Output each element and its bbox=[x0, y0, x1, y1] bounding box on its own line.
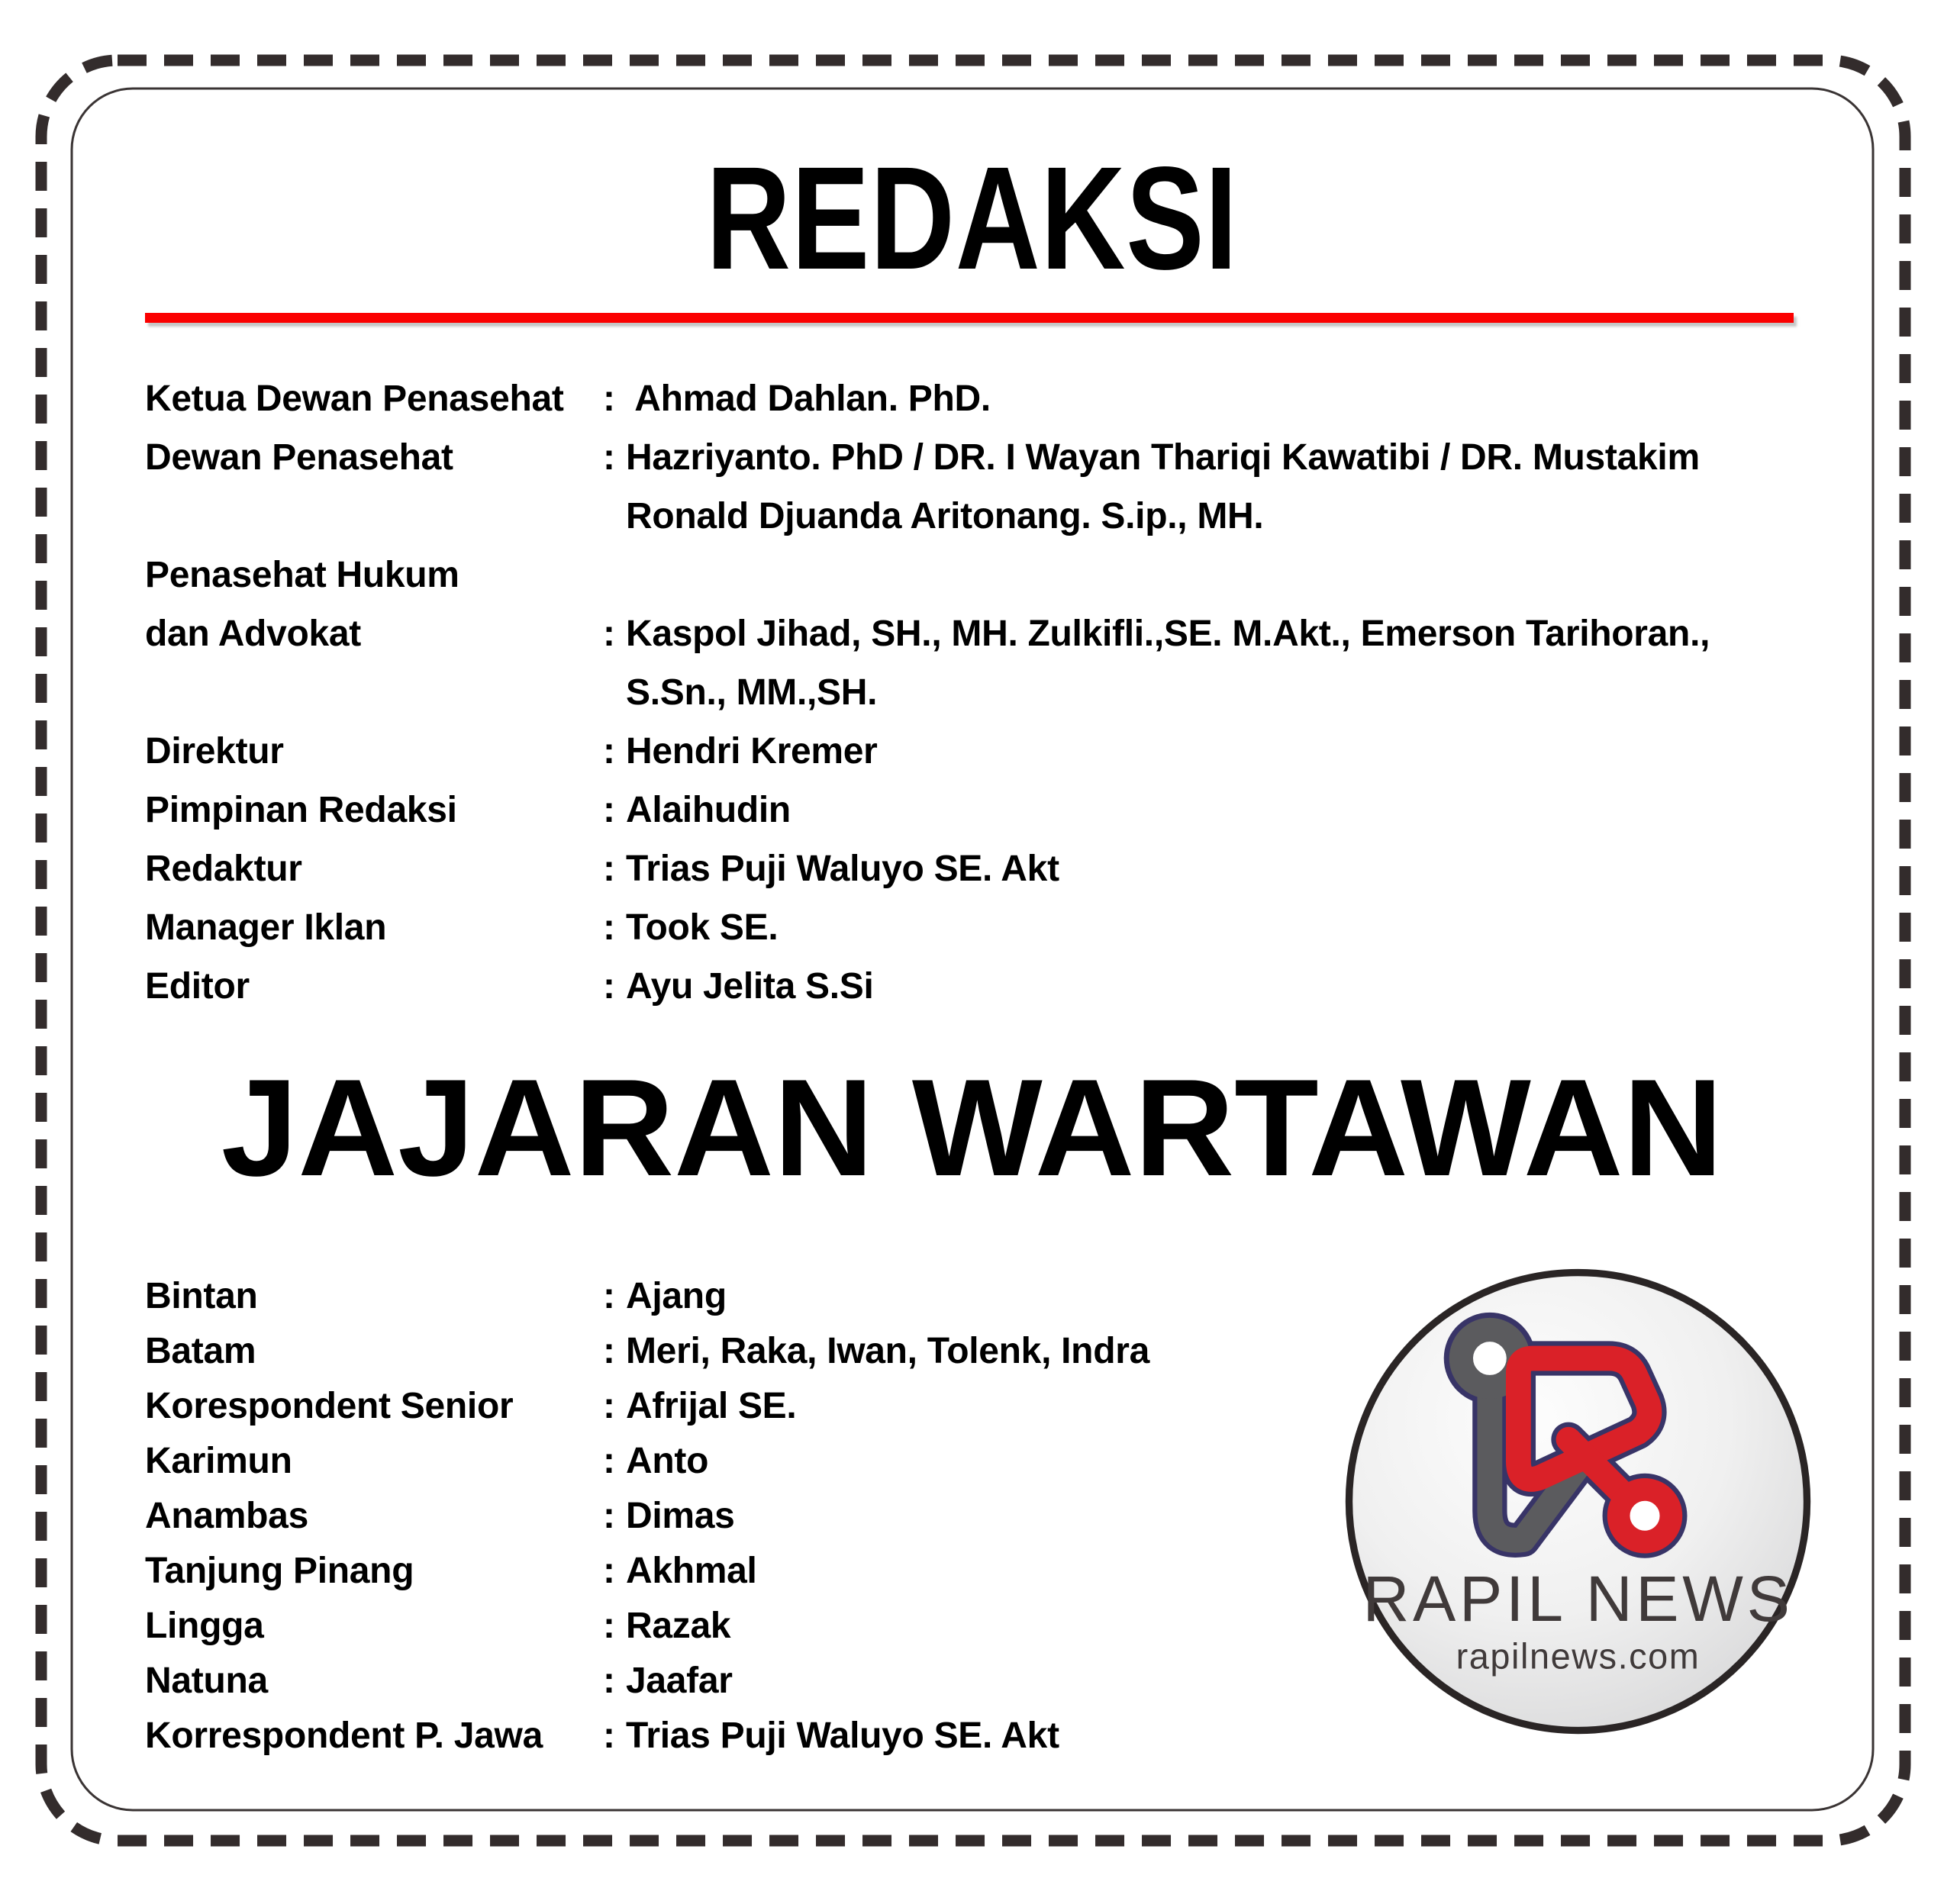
row-value: Afrijal SE. bbox=[626, 1386, 797, 1426]
row-colon: : bbox=[603, 1441, 615, 1481]
row-label: Anambas bbox=[145, 1496, 308, 1536]
row-value: Kaspol Jihad, SH., MH. Zulkifli.,SE. M.Akt., Emerson Tarihoran., bbox=[626, 614, 1710, 654]
row-label: Redaktur bbox=[145, 849, 302, 889]
row-value: Took SE. bbox=[626, 907, 779, 948]
row-value: Meri, Raka, Iwan, Tolenk, Indra bbox=[626, 1331, 1149, 1371]
list-row bbox=[145, 781, 1710, 839]
list-row bbox=[145, 1379, 1149, 1434]
row-label: Dewan Penasehat bbox=[145, 437, 453, 478]
list-row bbox=[145, 1434, 1149, 1489]
list-row bbox=[145, 1324, 1149, 1379]
row-value: Trias Puji Waluyo SE. Akt bbox=[626, 1716, 1059, 1756]
row-label: Korrespondent P. Jawa bbox=[145, 1716, 543, 1756]
row-colon: : bbox=[603, 1716, 615, 1756]
page-title-text: REDAKSI bbox=[706, 136, 1238, 300]
row-value: Hendri Kremer bbox=[626, 731, 878, 772]
row-colon bbox=[603, 546, 626, 604]
row-label: Penasehat Hukum bbox=[145, 555, 459, 595]
row-colon: : bbox=[603, 614, 615, 654]
list-row bbox=[145, 839, 1710, 898]
row-colon: : bbox=[603, 1606, 615, 1646]
row-label bbox=[145, 663, 603, 722]
list-row bbox=[145, 1269, 1149, 1324]
row-label: Ketua Dewan Penasehat bbox=[145, 379, 564, 419]
row-label: Editor bbox=[145, 966, 250, 1007]
row-value bbox=[626, 546, 1710, 604]
row-value: Trias Puji Waluyo SE. Akt bbox=[626, 849, 1059, 889]
row-label: Lingga bbox=[145, 1606, 264, 1646]
logo-name-text: RAPIL NEWS bbox=[1362, 1562, 1794, 1635]
row-value: Anto bbox=[626, 1441, 709, 1481]
row-value: Akhmal bbox=[626, 1551, 757, 1591]
list-row bbox=[145, 957, 1710, 1016]
row-value: Hazriyanto. PhD / DR. I Wayan Thariqi Kawatibi / DR. Mustakim bbox=[626, 437, 1700, 478]
row-label: Direktur bbox=[145, 731, 284, 772]
row-colon: : bbox=[603, 849, 615, 889]
row-value: Ronald Djuanda Aritonang. S.ip., MH. bbox=[626, 496, 1264, 536]
row-label: Natuna bbox=[145, 1661, 268, 1701]
section-title-wartawan: JAJARAN WARTAWAN bbox=[221, 1051, 1723, 1205]
list-row bbox=[145, 1544, 1149, 1599]
row-colon: : bbox=[603, 907, 615, 948]
list-row bbox=[145, 487, 1710, 546]
row-label: Karimun bbox=[145, 1441, 292, 1481]
row-colon bbox=[603, 663, 626, 722]
list-row bbox=[145, 1654, 1149, 1709]
row-label bbox=[145, 487, 603, 546]
row-label: Batam bbox=[145, 1331, 256, 1371]
list-row bbox=[145, 1599, 1149, 1654]
row-value: Ayu Jelita S.Si bbox=[626, 966, 874, 1007]
row-label: Pimpinan Redaksi bbox=[145, 790, 457, 830]
row-colon: : bbox=[603, 966, 615, 1007]
red-divider bbox=[145, 313, 1794, 323]
row-value: Jaafar bbox=[626, 1661, 733, 1701]
row-colon: : bbox=[603, 1386, 615, 1426]
row-colon: : bbox=[603, 790, 615, 830]
page-title bbox=[0, 136, 1944, 300]
list-row bbox=[145, 722, 1710, 781]
row-value: S.Sn., MM.,SH. bbox=[626, 672, 878, 713]
row-colon: : bbox=[603, 731, 615, 772]
row-colon: : bbox=[603, 379, 615, 419]
row-colon: : bbox=[603, 1496, 615, 1536]
row-label: Manager Iklan bbox=[145, 907, 387, 948]
list-row bbox=[145, 369, 1710, 428]
list-row bbox=[145, 663, 1710, 722]
row-colon: : bbox=[603, 1331, 615, 1371]
wartawan-list bbox=[145, 1269, 1149, 1764]
row-colon: : bbox=[603, 1551, 615, 1591]
row-label: dan Advokat bbox=[145, 614, 361, 654]
row-label: Tanjung Pinang bbox=[145, 1551, 414, 1591]
row-colon: : bbox=[603, 437, 615, 478]
list-row bbox=[145, 604, 1710, 663]
row-colon bbox=[603, 487, 626, 546]
list-row bbox=[145, 546, 1710, 604]
row-label: Bintan bbox=[145, 1276, 258, 1316]
row-value: Razak bbox=[626, 1606, 731, 1646]
logo-website-text: rapilnews.com bbox=[1456, 1636, 1701, 1677]
list-row bbox=[145, 428, 1710, 487]
row-value: Alaihudin bbox=[626, 790, 791, 830]
row-label: Korespondent Senior bbox=[145, 1386, 514, 1426]
row-value: Ajang bbox=[626, 1276, 727, 1316]
rapil-news-logo-svg bbox=[1340, 1263, 1817, 1740]
list-row bbox=[145, 1489, 1149, 1544]
row-colon: : bbox=[603, 1276, 615, 1316]
row-value: Dimas bbox=[626, 1496, 735, 1536]
rapil-news-logo bbox=[1340, 1263, 1817, 1740]
logo-mark-icon bbox=[1461, 1330, 1671, 1542]
list-row bbox=[145, 898, 1710, 957]
list-row bbox=[145, 1709, 1149, 1764]
row-colon: : bbox=[603, 1661, 615, 1701]
row-value: Ahmad Dahlan. PhD. bbox=[626, 379, 991, 419]
redaksi-list bbox=[145, 369, 1710, 1016]
